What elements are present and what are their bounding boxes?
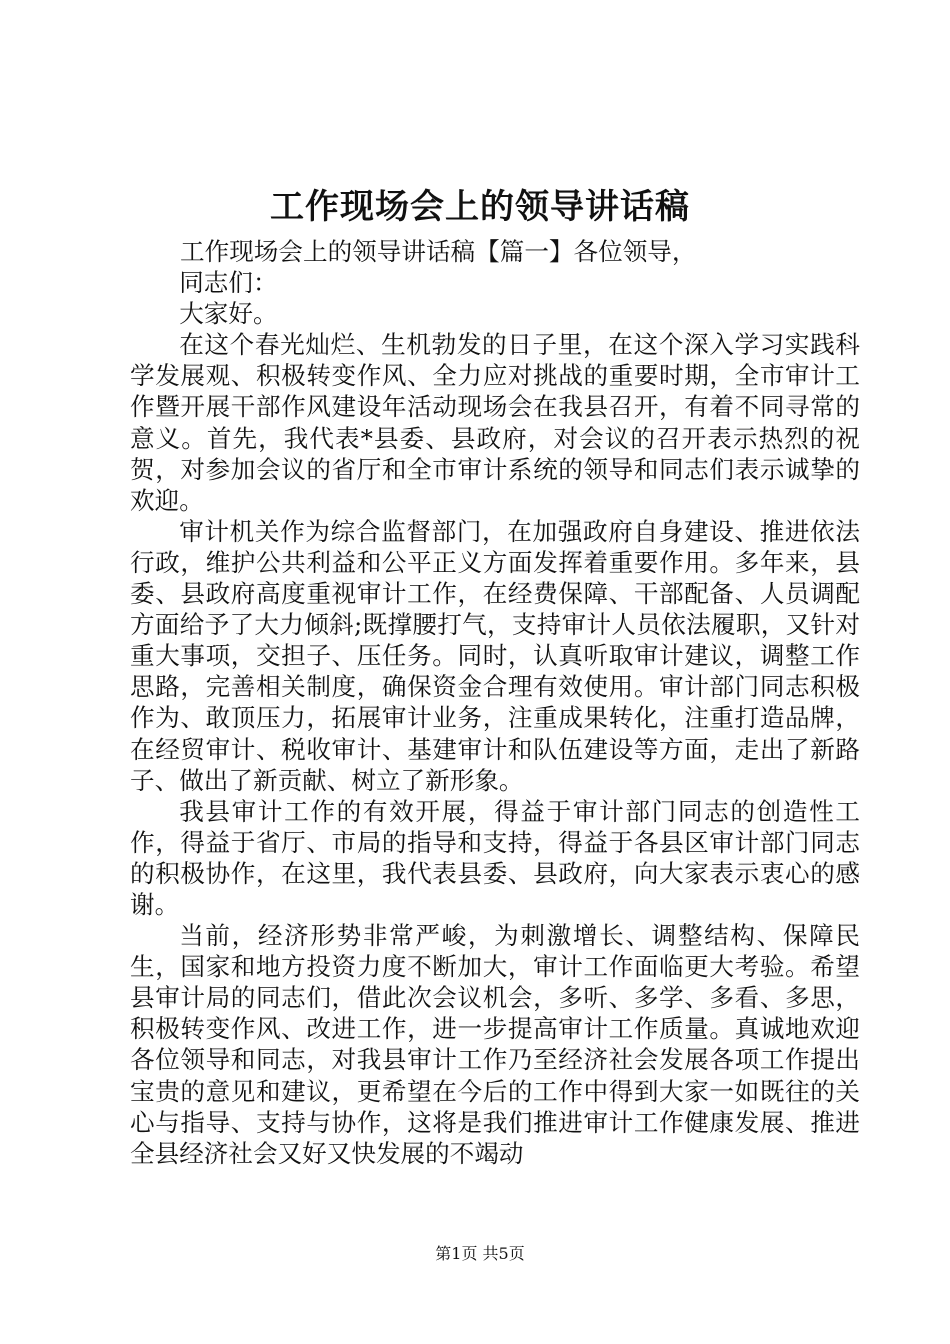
paragraph-body-4: 当前，经济形势非常严峻，为刺激增长、调整结构、保障民生，国家和地方投资力度不断加大，审计工作面临更大考验。希望县审计局的同志们，借此次会议机会，多听、多学、多看、多思，积极转变作风、改进工作，进一步提高审计工作质量。真诚地欢迎各位领导和同志，对我县审计工作乃至经济社会发展各项工作提出宝贵的意见和建议，更希望在今后的工作中得到大家一如既往的关心与指导、支持与协作，这将是我们推进审计工作健康发展、推进全县经济社会又好又快发展的不竭动 (130, 921, 860, 1168)
paragraph-greeting-line-2: 同志们： (179, 268, 278, 298)
document-title: 工作现场会上的领导讲话稿 (270, 187, 690, 227)
document-body (130, 236, 860, 1169)
page-number-footer: 第1页 共5页 (435, 1244, 525, 1263)
paragraph-greeting-line-3: 大家好。 (179, 299, 278, 329)
paragraph-body-2: 审计机关作为综合监督部门，在加强政府自身建设、推进依法行政，维护公共利益和公平正义方面发挥着重要作用。多年来，县委、县政府高度重视审计工作，在经费保障、干部配备、人员调配方面给予了大力倾斜;既撑腰打气，支持审计人员依法履职，又针对重大事项，交担子、压任务。同时，认真听取审计建议，调整工作思路，完善相关制度，确保资金合理有效使用。审计部门同志积极作为、敢顶压力，拓展审计业务，注重成果转化，注重打造品牌，在经贸审计、税收审计、基建审计和队伍建设等方面，走出了新路子、做出了新贡献、树立了新形象。 (130, 516, 860, 795)
paragraph-greeting-line-1: 工作现场会上的领导讲话稿【篇一】各位领导， (180, 237, 697, 266)
paragraph-body-3: 我县审计工作的有效开展，得益于审计部门同志的创造性工作，得益于省厅、市局的指导和支持，得益于各县区审计部门同志的积极协作，在这里，我代表县委、县政府，向大家表示衷心的感谢。 (130, 796, 860, 919)
paragraph-body-1: 在这个春光灿烂、生机勃发的日子里，在这个深入学习实践科学发展观、积极转变作风、全力应对挑战的重要时期，全市审计工作暨开展干部作风建设年活动现场会在我县召开，有着不同寻常的意义。首先，我代表*县委、县政府，对会议的召开表示热烈的祝贺，对参加会议的省厅和全市审计系统的领导和同志们表示诚挚的欢迎。 (130, 330, 860, 515)
